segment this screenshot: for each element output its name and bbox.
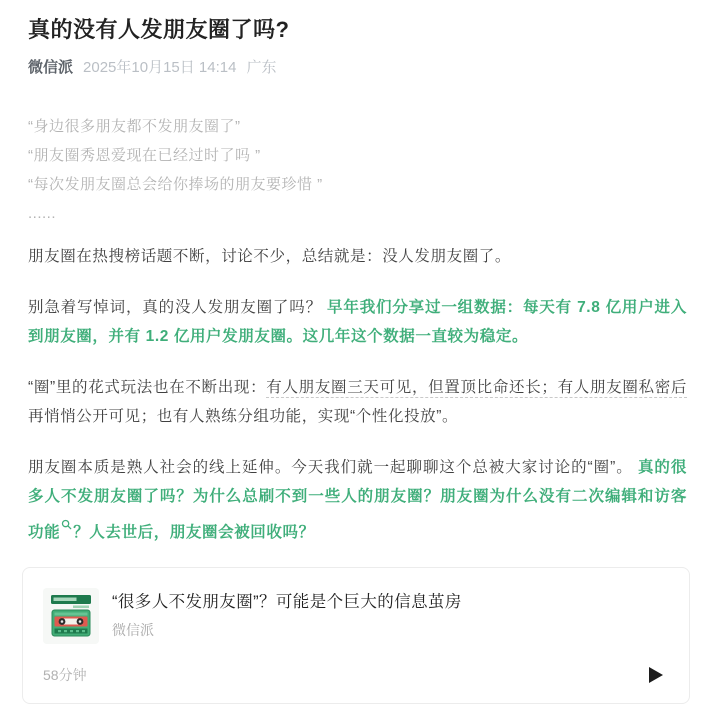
paragraph-text: 别急着写悼词，真的没人发朋友圈了吗？ [28, 299, 322, 316]
paragraph-text: “圈”里的花式玩法也在不断出现： [28, 379, 267, 396]
publish-date: 2025年10月15日 14:14 [83, 59, 237, 76]
play-icon[interactable] [649, 667, 663, 683]
audio-article-card[interactable] [22, 567, 690, 704]
audio-card-title: “很多人不发朋友圈”？可能是个巨大的信息茧房 [112, 593, 462, 611]
paragraph-features [28, 373, 687, 431]
audio-card-author: 微信派 [112, 622, 154, 638]
quote-line: “每次发朋友圈总会给你捧场的朋友要珍惜 ” [28, 176, 323, 193]
publish-location: 广东 [246, 59, 277, 76]
audio-card-top [43, 588, 669, 644]
audio-card-texts [112, 588, 462, 644]
audio-duration: 58分钟 [43, 667, 87, 683]
paragraph-summary [28, 242, 687, 271]
paragraph-text: 再悄悄公开可见；也有人熟练分组功能，实现“个性化投放”。 [28, 408, 459, 425]
cassette-thumbnail [43, 588, 99, 644]
paragraph-data [28, 293, 687, 351]
highlighted-question-text: 真的很多人不发朋友圈了吗？为什么总刷不到一些人的朋友圈？朋友圈为什么没有二次编辑和访客功能 [28, 459, 687, 541]
byline [28, 58, 687, 78]
opening-quotes [28, 112, 687, 228]
highlighted-question-text: ？人去世后，朋友圈会被回收吗？ [73, 524, 315, 541]
quote-line: “身边很多朋友都不发朋友圈了” [28, 118, 241, 135]
dashed-underline-link[interactable]: 有人朋友圈三天可见，但置顶比命还长；有人朋友圈私密后 [266, 379, 687, 396]
paragraph-text: 朋友圈在热搜榜话题不断，讨论不少，总结就是：没人发朋友圈了。 [28, 248, 512, 265]
paragraph-text: 朋友圈本质是熟人社会的线上延伸。今天我们就一起聊聊这个总被大家讨论的“圈”。 [28, 459, 633, 476]
quote-line: “朋友圈秀恩爱现在已经过时了吗 ” [28, 147, 261, 164]
paragraph-questions [28, 453, 687, 547]
magnifier-icon [61, 511, 72, 540]
page-title: 真的没有人发朋友圈了吗? [28, 17, 290, 42]
audio-card-footer [43, 665, 669, 685]
quote-ellipsis: ...... [28, 205, 57, 222]
account-name-link[interactable]: 微信派 [28, 59, 74, 76]
highlighted-stat-text: 早年我们分享过一组数据：每天有 7.8 亿用户进入到朋友圈，并有 1.2 亿用户发朋友圈。这几年这个数据一直较为稳定。 [28, 299, 687, 345]
